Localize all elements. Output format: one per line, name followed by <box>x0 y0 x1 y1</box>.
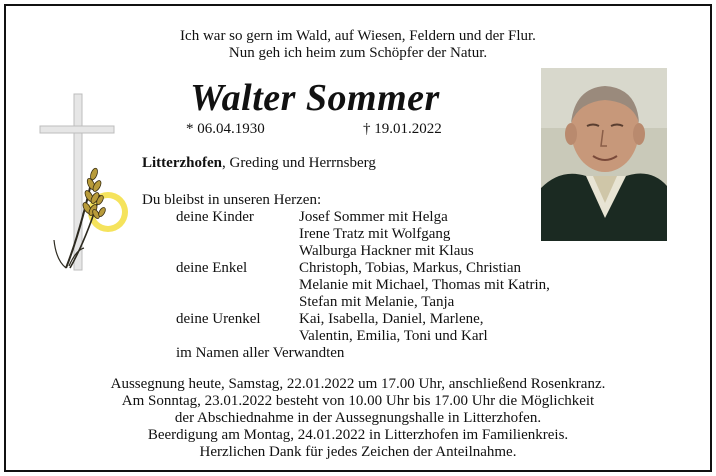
mourner-line: Walburga Hackner mit Klaus <box>299 243 474 259</box>
poem-line-2: Nun geh ich heim zum Schöpfer der Natur. <box>228 45 488 61</box>
residence-line <box>142 155 376 172</box>
deceased-name: Walter Sommer <box>190 77 440 119</box>
residence-town: Litterzhofen <box>142 155 222 171</box>
mourner-row <box>0 311 716 328</box>
mourner-group-label: deine Urenkel <box>176 311 261 327</box>
death-date: † 19.01.2022 <box>363 121 442 137</box>
mourner-line: Irene Tratz mit Wolfgang <box>299 226 451 242</box>
mourner-line: Christoph, Tobias, Markus, Christian <box>299 260 522 276</box>
mourner-row <box>0 328 716 345</box>
footer-line-3: der Abschiednahme in der Aussegnungshalle in Litterzhofen. <box>174 410 542 426</box>
footer-line-1: Aussegnung heute, Samstag, 22.01.2022 um 17.00 Uhr, anschließend Rosenkranz. <box>110 376 606 392</box>
mourner-row <box>0 294 716 311</box>
mourners-intro: Du bleibst in unseren Herzen: <box>142 192 322 208</box>
mourner-line: Josef Sommer mit Helga <box>299 209 448 225</box>
mourner-row <box>0 226 716 243</box>
poem-line-1: Ich war so gern im Wald, auf Wiesen, Feldern und der Flur. <box>180 28 536 44</box>
mourner-row <box>0 277 716 294</box>
mourner-row <box>0 209 716 226</box>
footer-line-4: Beerdigung am Montag, 24.01.2022 in Litterzhofen im Familienkreis. <box>147 427 569 443</box>
residence-others: , Greding und Herrnsberg <box>221 155 376 171</box>
mourner-line: Valentin, Emilia, Toni und Karl <box>299 328 488 344</box>
mourners-closing: im Namen aller Verwandten <box>176 345 345 361</box>
mourner-group-label: deine Kinder <box>176 209 254 225</box>
footer-line-2: Am Sonntag, 23.01.2022 besteht von 10.00 Uhr bis 17.00 Uhr die Möglichkeit <box>121 393 595 409</box>
birth-date: * 06.04.1930 <box>186 121 265 137</box>
mourner-line: Melanie mit Michael, Thomas mit Katrin, <box>299 277 550 293</box>
mourner-line: Kai, Isabella, Daniel, Marlene, <box>299 311 484 327</box>
mourner-line: Stefan mit Melanie, Tanja <box>299 294 455 310</box>
mourner-row <box>0 243 716 260</box>
mourner-group-label: deine Enkel <box>176 260 248 276</box>
footer-line-5: Herzlichen Dank für jedes Zeichen der Anteilnahme. <box>199 444 517 460</box>
mourner-row <box>0 260 716 277</box>
